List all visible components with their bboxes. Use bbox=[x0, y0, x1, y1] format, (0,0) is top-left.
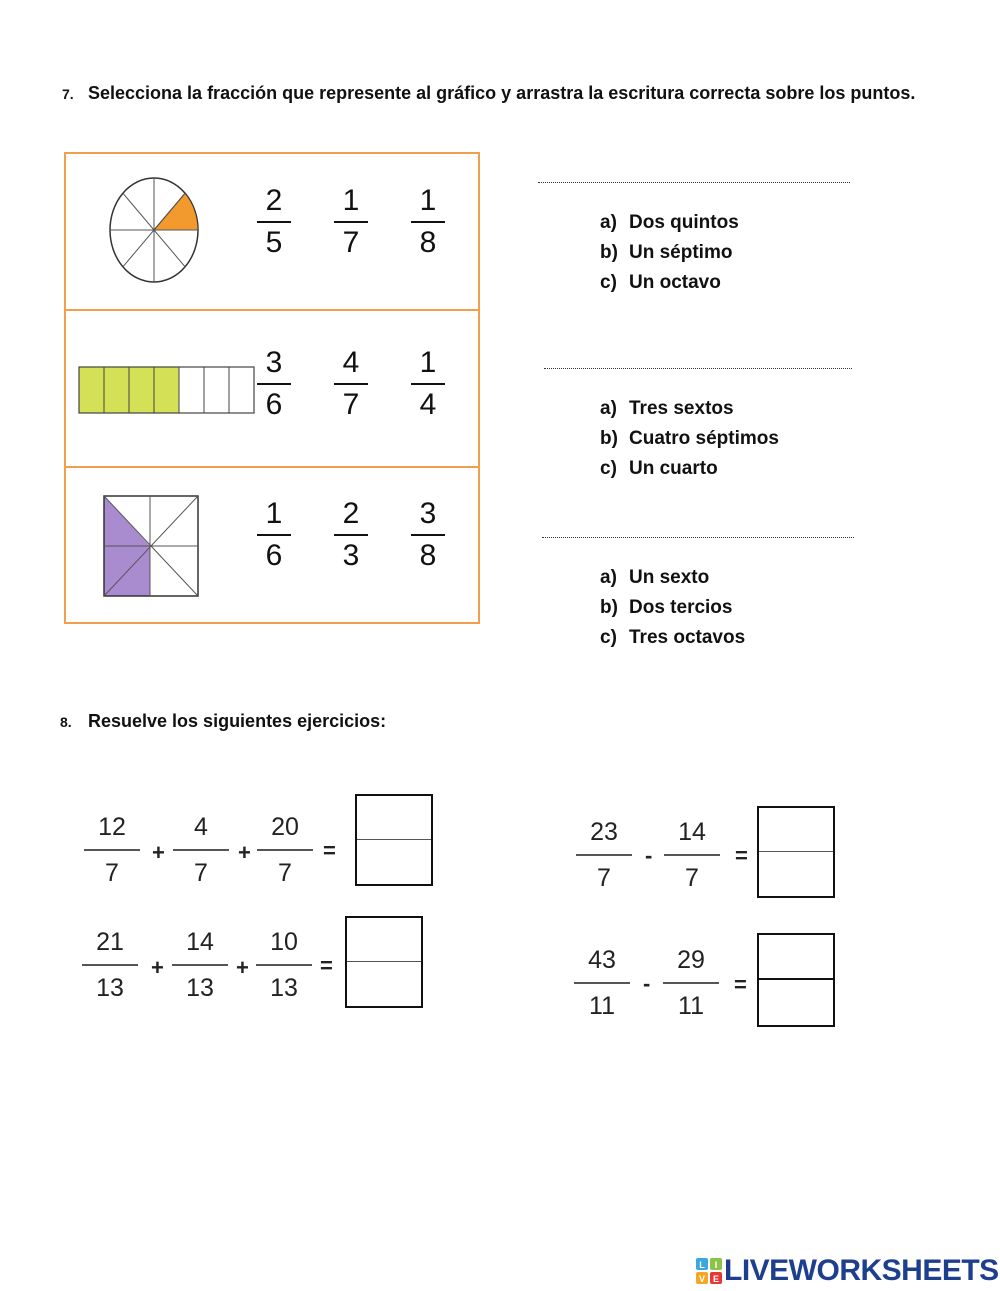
answer-drop-line[interactable] bbox=[538, 182, 850, 183]
svg-text:E: E bbox=[712, 1274, 720, 1284]
numerator: 1 bbox=[265, 497, 283, 530]
liveworksheets-logo bbox=[696, 1254, 999, 1288]
denominator: 5 bbox=[265, 226, 283, 259]
operator: + bbox=[151, 955, 164, 980]
options-list bbox=[600, 208, 739, 298]
fraction-bar bbox=[257, 534, 291, 536]
numerator: 3 bbox=[419, 497, 437, 530]
numerator: 2 bbox=[265, 184, 283, 217]
denominator: 7 bbox=[342, 226, 360, 259]
panel-divider bbox=[66, 309, 478, 311]
option-item[interactable]: a) Un sexto bbox=[600, 567, 710, 588]
equals-sign: = bbox=[735, 843, 748, 868]
answer-box[interactable] bbox=[345, 916, 423, 1008]
exercise-fraction: 20 7 bbox=[255, 813, 315, 887]
fraction-bar bbox=[334, 221, 368, 223]
panel-divider bbox=[66, 466, 478, 468]
exercise-fraction: 21 13 bbox=[80, 928, 140, 1002]
answer-numerator-field[interactable] bbox=[357, 796, 431, 840]
answer-denominator-field[interactable] bbox=[357, 840, 431, 884]
equals-sign: = bbox=[323, 838, 336, 863]
operator: + bbox=[236, 955, 249, 980]
fraction-option[interactable] bbox=[254, 348, 294, 420]
answer-denominator-field[interactable] bbox=[347, 962, 421, 1006]
option-item[interactable]: c) Tres octavos bbox=[600, 627, 746, 648]
fraction-bar bbox=[257, 221, 291, 223]
denominator: 8 bbox=[419, 539, 437, 572]
exercise-fraction: 14 7 bbox=[662, 818, 722, 892]
fraction-option[interactable] bbox=[254, 186, 294, 258]
numerator: 1 bbox=[419, 184, 437, 217]
option-item[interactable]: a) Dos quintos bbox=[600, 212, 739, 233]
operator: - bbox=[643, 971, 651, 996]
numerator: 1 bbox=[419, 346, 437, 379]
exercise-fraction: 14 13 bbox=[170, 928, 230, 1002]
liveworksheets-logo-icon bbox=[696, 1258, 722, 1284]
option-item[interactable]: a) Tres sextos bbox=[600, 398, 734, 419]
equals-sign: = bbox=[734, 972, 747, 997]
numerator: 2 bbox=[342, 497, 360, 530]
liveworksheets-logo-text: LIVEWORKSHEETS bbox=[724, 1254, 999, 1287]
question-8-text: Resuelve los siguientes ejercicios: bbox=[88, 711, 387, 731]
answer-drop-line[interactable] bbox=[544, 368, 852, 369]
fraction-option[interactable] bbox=[331, 186, 371, 258]
fraction-option[interactable] bbox=[331, 499, 371, 571]
fraction-option[interactable] bbox=[331, 348, 371, 420]
denominator: 3 bbox=[342, 539, 360, 572]
option-item[interactable]: b) Dos tercios bbox=[600, 597, 733, 618]
exercise-fraction: 12 7 bbox=[82, 813, 142, 887]
svg-text:I: I bbox=[714, 1260, 718, 1270]
operator: + bbox=[238, 840, 251, 865]
fraction-bar bbox=[411, 534, 445, 536]
exercise-fraction: 23 7 bbox=[574, 818, 634, 892]
equals-sign: = bbox=[320, 953, 333, 978]
fraction-bar bbox=[334, 383, 368, 385]
exercise-fraction: 4 7 bbox=[171, 813, 231, 887]
option-item[interactable]: c) Un octavo bbox=[600, 272, 721, 293]
fraction-option[interactable] bbox=[408, 186, 448, 258]
question-8-number: 8. bbox=[60, 714, 72, 730]
options-list bbox=[600, 394, 779, 484]
answer-numerator-field[interactable] bbox=[759, 808, 833, 852]
answer-box[interactable] bbox=[757, 933, 835, 1027]
answer-box[interactable] bbox=[757, 806, 835, 898]
bar-sevenths-figure bbox=[78, 366, 258, 416]
operator: - bbox=[645, 843, 653, 868]
exercise-fraction: 10 13 bbox=[254, 928, 314, 1002]
numerator: 3 bbox=[265, 346, 283, 379]
answer-numerator-field[interactable] bbox=[759, 935, 833, 980]
fraction-bar bbox=[334, 534, 368, 536]
denominator: 7 bbox=[342, 388, 360, 421]
answer-box[interactable] bbox=[355, 794, 433, 886]
denominator: 8 bbox=[419, 226, 437, 259]
answer-denominator-field[interactable] bbox=[759, 852, 833, 896]
svg-text:L: L bbox=[699, 1260, 705, 1270]
fraction-figures-panel bbox=[64, 152, 480, 624]
fraction-option[interactable] bbox=[408, 348, 448, 420]
square-eighths-figure bbox=[102, 494, 202, 600]
fraction-option[interactable] bbox=[254, 499, 294, 571]
answer-denominator-field[interactable] bbox=[759, 980, 833, 1025]
options-list bbox=[600, 563, 745, 653]
fraction-bar bbox=[411, 221, 445, 223]
fraction-option[interactable] bbox=[408, 499, 448, 571]
numerator: 4 bbox=[342, 346, 360, 379]
answer-drop-line[interactable] bbox=[542, 537, 854, 538]
numerator: 1 bbox=[342, 184, 360, 217]
fraction-bar bbox=[411, 383, 445, 385]
svg-text:V: V bbox=[698, 1274, 706, 1284]
denominator: 4 bbox=[419, 388, 437, 421]
exercise-fraction: 29 11 bbox=[661, 946, 721, 1020]
denominator: 6 bbox=[265, 388, 283, 421]
exercise-fraction: 43 11 bbox=[572, 946, 632, 1020]
fraction-bar bbox=[257, 383, 291, 385]
answer-numerator-field[interactable] bbox=[347, 918, 421, 962]
option-item[interactable]: b) Un séptimo bbox=[600, 242, 733, 263]
denominator: 6 bbox=[265, 539, 283, 572]
operator: + bbox=[152, 840, 165, 865]
option-item[interactable]: b) Cuatro séptimos bbox=[600, 428, 779, 449]
option-item[interactable]: c) Un cuarto bbox=[600, 458, 718, 479]
circle-eighths-figure bbox=[106, 176, 202, 284]
question-7-number: 7. bbox=[62, 86, 74, 102]
question-7-text: Selecciona la fracción que represente al gráfico y arrastra la escritura correcta sobre los puntos. bbox=[88, 83, 916, 103]
